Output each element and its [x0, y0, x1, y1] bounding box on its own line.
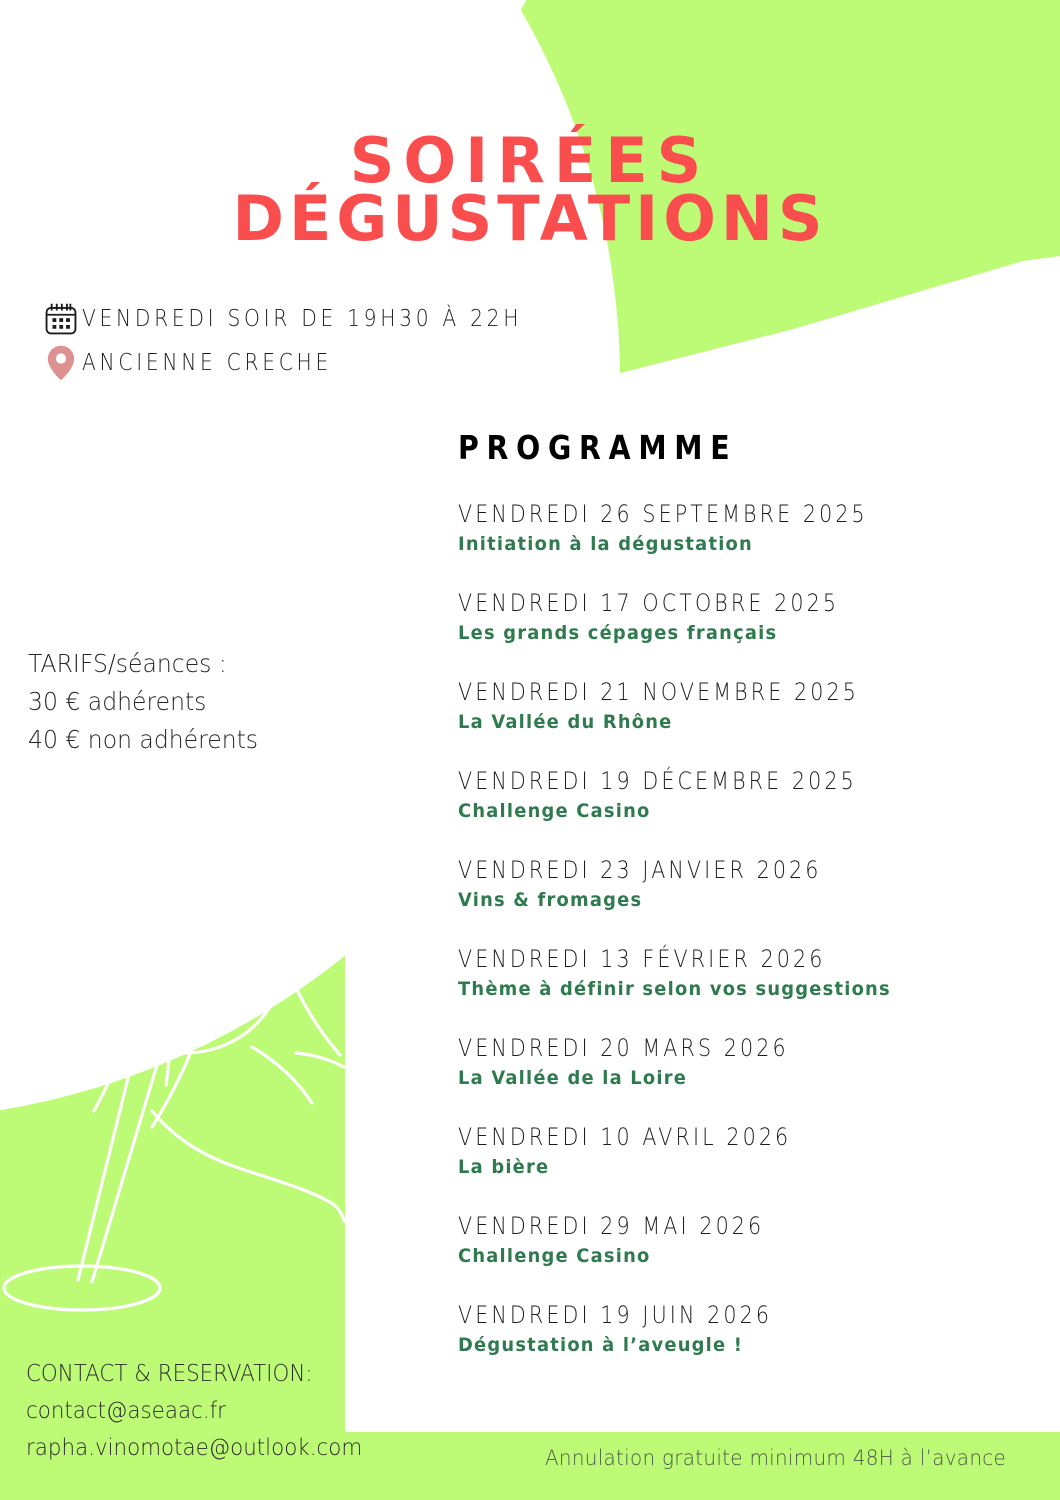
programme-entry-date: VENDREDI 26 SEPTEMBRE 2025	[458, 500, 868, 528]
programme-entry-date: VENDREDI 10 AVRIL 2026	[458, 1123, 792, 1151]
programme-entry	[458, 943, 1048, 1003]
location-pin-icon	[40, 344, 82, 382]
programme-entry	[458, 1032, 1048, 1092]
programme-heading: PROGRAMME	[458, 428, 738, 467]
pricing-members: 30 € adhérents	[28, 687, 207, 716]
programme-entry-date: VENDREDI 20 MARS 2026	[458, 1034, 789, 1062]
programme-entry-theme: Challenge Casino	[458, 1245, 651, 1267]
programme-entry	[458, 1210, 1048, 1270]
programme-entry	[458, 676, 1048, 736]
contact-block	[26, 1356, 446, 1467]
pricing-block	[28, 645, 328, 759]
programme-entry	[458, 498, 1048, 558]
event-venue-row	[40, 341, 640, 385]
contact-email-secondary[interactable]: rapha.vinomotae@outlook.com	[26, 1435, 363, 1461]
pricing-heading: TARIFS/séances :	[28, 649, 227, 678]
programme-entry	[458, 1121, 1048, 1181]
programme-entry-theme: La Vallée du Rhône	[458, 711, 673, 733]
programme-entry	[458, 854, 1048, 914]
title-line-soirees: SOIRÉES	[349, 124, 711, 197]
programme-entry-theme: La bière	[458, 1156, 550, 1178]
programme-entry-theme: Initiation à la dégustation	[458, 533, 753, 555]
programme-entry-date: VENDREDI 23 JANVIER 2026	[458, 856, 822, 884]
programme-entry-date: VENDREDI 13 FÉVRIER 2026	[458, 945, 826, 973]
event-schedule-text: VENDREDI SOIR DE 19H30 À 22H	[82, 306, 523, 332]
programme-entry-theme: Les grands cépages français	[458, 622, 778, 644]
programme-entry-theme: Vins & fromages	[458, 889, 643, 911]
pricing-non-members: 40 € non adhérents	[28, 725, 259, 754]
contact-email-primary[interactable]: contact@aseaac.fr	[26, 1398, 226, 1424]
programme-entry	[458, 765, 1048, 825]
event-venue-text: ANCIENNE CRECHE	[82, 350, 332, 376]
programme-entry	[458, 587, 1048, 647]
contact-heading: CONTACT & RESERVATION:	[26, 1361, 313, 1387]
programme-section	[458, 428, 1048, 1388]
event-schedule-row	[40, 297, 640, 341]
programme-entry-theme: Thème à définir selon vos suggestions	[458, 978, 891, 1000]
poster-title	[0, 124, 1060, 255]
programme-entry-date: VENDREDI 19 JUIN 2026	[458, 1301, 773, 1329]
calendar-icon	[40, 301, 82, 337]
programme-entry-theme: La Vallée de la Loire	[458, 1067, 688, 1089]
cancellation-note: Annulation gratuite minimum 48H à l’avance	[545, 1446, 1007, 1470]
programme-entry-date: VENDREDI 19 DÉCEMBRE 2025	[458, 767, 857, 795]
programme-entry-theme: Challenge Casino	[458, 800, 651, 822]
programme-entry-theme: Dégustation à l’aveugle !	[458, 1334, 744, 1356]
programme-entry-date: VENDREDI 21 NOVEMBRE 2025	[458, 678, 859, 706]
event-info	[40, 297, 640, 385]
programme-entry	[458, 1299, 1048, 1359]
title-line-degustations: DÉGUSTATIONS	[232, 181, 828, 255]
programme-entry-date: VENDREDI 29 MAI 2026	[458, 1212, 765, 1240]
programme-entry-date: VENDREDI 17 OCTOBRE 2025	[458, 589, 840, 617]
